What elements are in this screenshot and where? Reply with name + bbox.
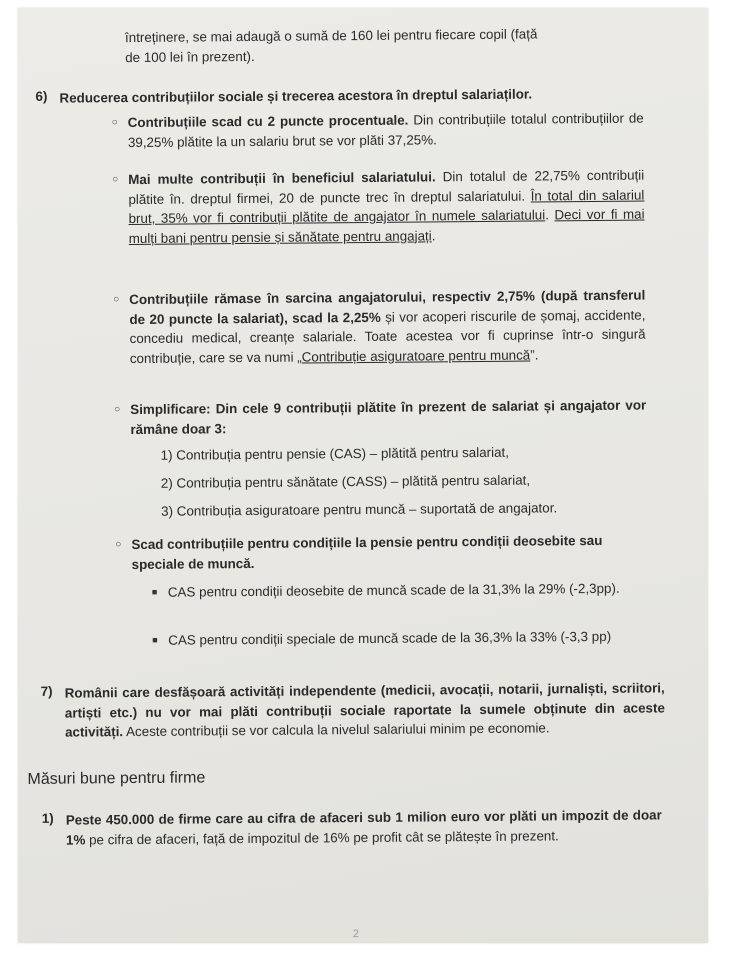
item-1-text: Din contribuțiile totalul contribuțiilor de 39,25% plătite la un salariu brut se vor plăti 37,25%. (127, 110, 644, 150)
item-1-bold: Contribuțiile scad cu 2 puncte procentuale. (127, 112, 409, 131)
circle-bullet-icon: ○ (112, 174, 119, 186)
page-number: 2 (352, 928, 359, 941)
circle-bullet-icon: ○ (115, 539, 122, 551)
item-3-underline: Contribuție asiguratoare pentru muncă (301, 347, 531, 365)
intro-line-1: întreținere, se mai adaugă o sumă de 160 lei pentru fiecare copil (față (124, 26, 538, 46)
sub-item-1: 1) Contribuția pentru pensie (CAS) – plătită pentru salariat, (160, 444, 510, 463)
firms-item-1-bold: Peste 450.000 de firme care au cifra de afaceri sub 1 milion euro vor plăti un impozit de doar 1% (65, 807, 662, 848)
sub-item-2: 2) Contribuția pentru sănătate (CASS) – plătită pentru salariat, (160, 472, 531, 491)
firms-item-1-number: 1) (41, 810, 54, 826)
document-page (18, 8, 708, 943)
item-3-bold: Contribuțiile rămase în sarcina angajatorului, respectiv 2,75% (după transferul de 20 puncte la salariat), scad la 2,25% (129, 287, 646, 327)
intro-line-2: de 100 lei în prezent). (125, 48, 255, 66)
section-6-item-3 (129, 286, 646, 369)
section-7-bold: Românii care desfășoară activități independente (medicii, avocații, notarii, jurnaliști, scriitori, artiști etc.) nu vor mai plăti contribuții sociale raportate la sumele obținute din aceste activități. (64, 680, 665, 740)
item-2-bold: Mai multe contribuții în beneficiul salariatului. (128, 169, 436, 188)
item-3-end: ”. (530, 347, 539, 363)
circle-bullet-icon: ○ (113, 294, 120, 306)
firms-item-1-text: pe cifra de afaceri, față de impozitul de 16% pe profit cât se plătește în prezent. (85, 827, 559, 848)
section-7-number: 7) (40, 683, 53, 699)
circle-bullet-icon: ○ (111, 117, 118, 129)
section-6-item-1 (128, 109, 644, 153)
item-2-end: . (431, 228, 436, 244)
circle-bullet-icon: ○ (114, 404, 121, 416)
section-6-title: Reducerea contribuțiilor sociale și trecerea acestora în dreptul salariaților. (59, 86, 533, 106)
item-2-text: Din totalul de 22,75% contribuții plătite în. dreptul firmei, 20 de puncte trec în dreptul salariatului. (128, 167, 645, 207)
firms-heading: Măsuri bune pentru firme (27, 769, 206, 788)
square-bullet-icon: ■ (151, 586, 158, 597)
item-2-sep: . (545, 207, 555, 223)
item-2-underline-1: În total din salariul brut, 35% vor fi contribuții plătite de angajator în numele salariatului (128, 187, 645, 227)
section-7-rest: Aceste contribuții se vor calcula la nivelul salariului minim pe economie. (123, 720, 550, 740)
section-6-item-5: Scad contribuțiile pentru condițiile la pensie pentru condiții deosebite sau speciale de muncă. (131, 532, 603, 572)
document-text (15, 5, 713, 946)
item-3-text: și vor acoperi riscurile de șomaj, accidente, concediu medical, creanțe salariale. Toate acestea vor fi cuprinse într-o singură contribuție, care se va numi „ (129, 307, 646, 366)
firms-item-1 (66, 805, 662, 849)
section-6-item-4: Simplificare: Din cele 9 contribuții plătite în prezent de salariat și angajator vor rămâne doar 3: (130, 397, 647, 437)
section-7-text (65, 678, 665, 742)
square-bullet-icon: ■ (152, 634, 158, 645)
bullet-2: CAS pentru condiții speciale de muncă scade de la 36,3% la 33% (-3,3 pp) (168, 628, 612, 648)
section-6-item-2 (128, 166, 645, 249)
bullet-1: CAS pentru condiții deosebite de muncă scade de la 31,3% la 29% (-2,3pp). (167, 580, 620, 600)
sub-item-3: 3) Contribuția asiguratoare pentru muncă – suportată de angajator. (161, 500, 558, 519)
item-2-underline-2: Deci vor fi mai mulți bani pentru pensie și sănătate pentru angajați (128, 206, 645, 246)
section-6-number: 6) (35, 88, 48, 104)
